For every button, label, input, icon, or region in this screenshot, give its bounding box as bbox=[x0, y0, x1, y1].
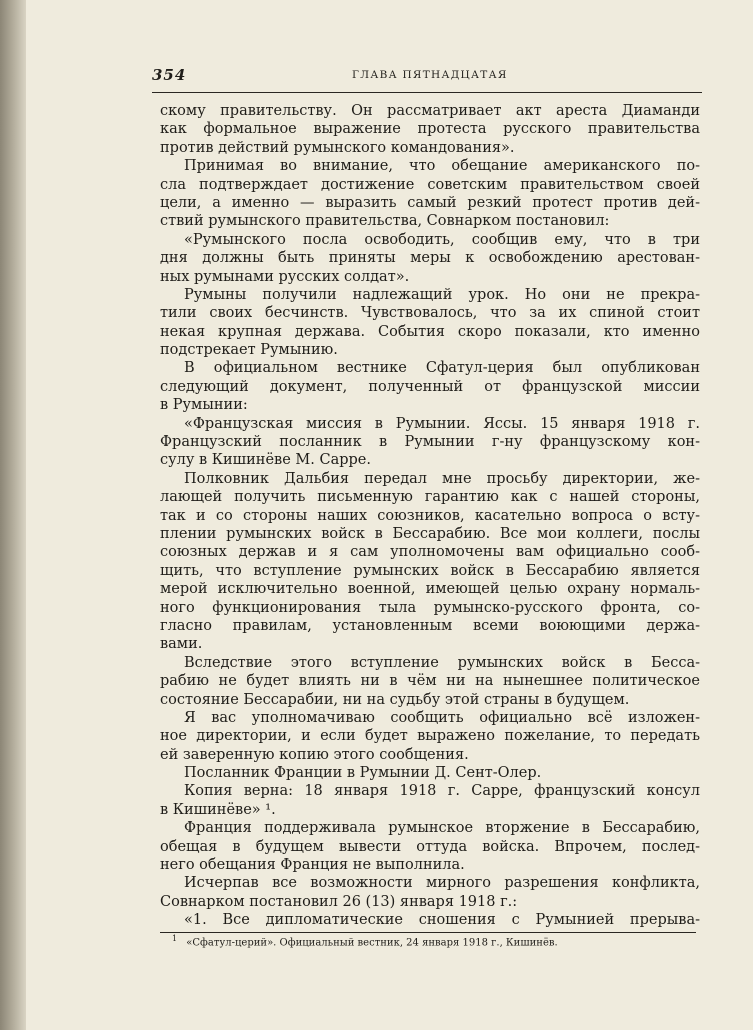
text-line: щить, что вступление румынских войск в Бессарабию является bbox=[160, 562, 700, 579]
text-line: «1. Все дипломатические сношения с Румынией прерыва- bbox=[184, 912, 700, 929]
footnote-rule bbox=[160, 932, 696, 933]
text-line: обещая в будущем вывести оттуда войска. Впрочем, послед- bbox=[160, 838, 700, 855]
text-line: «Французская миссия в Румынии. Яссы. 15 января 1918 г. bbox=[184, 415, 700, 432]
text-line: так и со стороны наших союзников, касательно вопроса о всту- bbox=[160, 507, 700, 524]
text-line: подстрекает Румынию. bbox=[160, 342, 338, 359]
text-line: ное директории, и если будет выражено пожелание, то передать bbox=[160, 728, 700, 745]
text-line: ей заверенную копию этого сообщения. bbox=[160, 746, 469, 763]
text-line: него обещания Франция не выполнила. bbox=[160, 857, 465, 874]
text-line: Принимая во внимание, что обещание американского по- bbox=[184, 158, 700, 175]
text-line: ствий румынского правительства, Совнарком постановил: bbox=[160, 213, 610, 230]
text-line: плении румынских войск в Бессарабию. Все мои коллеги, послы bbox=[160, 525, 700, 542]
text-line: Копия верна: 18 января 1918 г. Сарре, французский консул bbox=[184, 783, 700, 800]
text-line: Румыны получили надлежащий урок. Но они не прекра- bbox=[184, 286, 700, 303]
body-text bbox=[160, 102, 700, 930]
running-head: ГЛАВА ПЯТНАДЦАТАЯ bbox=[352, 69, 508, 81]
text-line: вами. bbox=[160, 636, 203, 653]
text-line: против действий румынского командования». bbox=[160, 139, 515, 156]
text-line: союзных держав и я сам уполномочены вам официально сооб- bbox=[160, 544, 700, 561]
text-line: сулу в Кишинёве М. Сарре. bbox=[160, 452, 371, 469]
text-line: Я вас уполномачиваю сообщить официально всё изложен- bbox=[184, 709, 700, 726]
text-line: в Кишинёве» ¹. bbox=[160, 801, 276, 818]
text-line: Совнарком постановил 26 (13) января 1918 г.: bbox=[160, 893, 518, 910]
text-line: мерой исключительно военной, имеющей целью охрану нормаль- bbox=[160, 581, 700, 598]
text-line: Французский посланник в Румынии г-ну французскому кон- bbox=[160, 434, 700, 451]
text-line: как формальное выражение протеста русского правительства bbox=[160, 121, 700, 138]
text-line: ного функционирования тыла румынско-русского фронта, со- bbox=[160, 599, 700, 616]
text-line: Исчерпав все возможности мирного разрешения конфликта, bbox=[184, 875, 700, 892]
text-line: Посланник Франции в Румынии Д. Сент-Олер. bbox=[184, 765, 542, 782]
text-line: Франция поддерживала румынское вторжение в Бессарабию, bbox=[184, 820, 700, 837]
text-line: гласно правилам, установленным всеми воюющими держа- bbox=[160, 617, 700, 634]
header-rule bbox=[152, 92, 702, 93]
text-line: тили своих бесчинств. Чувствовалось, что за их спиной стоит bbox=[160, 305, 700, 322]
text-line: цели, а именно — выразить самый резкий протест против дей- bbox=[160, 194, 700, 211]
text-line: лающей получить письменную гарантию как с нашей стороны, bbox=[160, 489, 700, 506]
text-line: ных румынами русских солдат». bbox=[160, 268, 410, 285]
text-line: дня должны быть приняты меры к освобождению арестован- bbox=[160, 250, 700, 267]
text-line: скому правительству. Он рассматривает акт ареста Диаманди bbox=[160, 103, 700, 119]
text-line: состояние Бессарабии, ни на судьбу этой страны в будущем. bbox=[160, 691, 630, 708]
footnote-marker: 1 bbox=[172, 934, 178, 943]
text-line: сла подтверждает достижение советским правительством своей bbox=[160, 176, 700, 193]
page-number: 354 bbox=[152, 66, 187, 84]
text-line: Полковник Дальбия передал мне просьбу директории, же- bbox=[184, 470, 700, 487]
footnote bbox=[172, 934, 696, 948]
text-line: «Румынского посла освободить, сообщив ему, что в три bbox=[184, 231, 700, 248]
text-line: Вследствие этого вступление румынских войск в Бесса- bbox=[184, 654, 700, 671]
text-line: рабию не будет влиять ни в чём ни на нынешнее политическое bbox=[160, 673, 700, 690]
text-line: следующий документ, полученный от французской миссии bbox=[160, 378, 700, 395]
page-header bbox=[152, 66, 702, 88]
book-gutter bbox=[0, 0, 26, 1030]
text-line: В официальном вестнике Сфатул-церия был опубликован bbox=[184, 360, 700, 377]
text-line: некая крупная держава. События скоро показали, кто именно bbox=[160, 323, 700, 340]
footnote-text: «Сфатул-церий». Официальный вестник, 24 января 1918 г., Кишинёв. bbox=[186, 937, 558, 949]
text-line: в Румынии: bbox=[160, 397, 248, 414]
